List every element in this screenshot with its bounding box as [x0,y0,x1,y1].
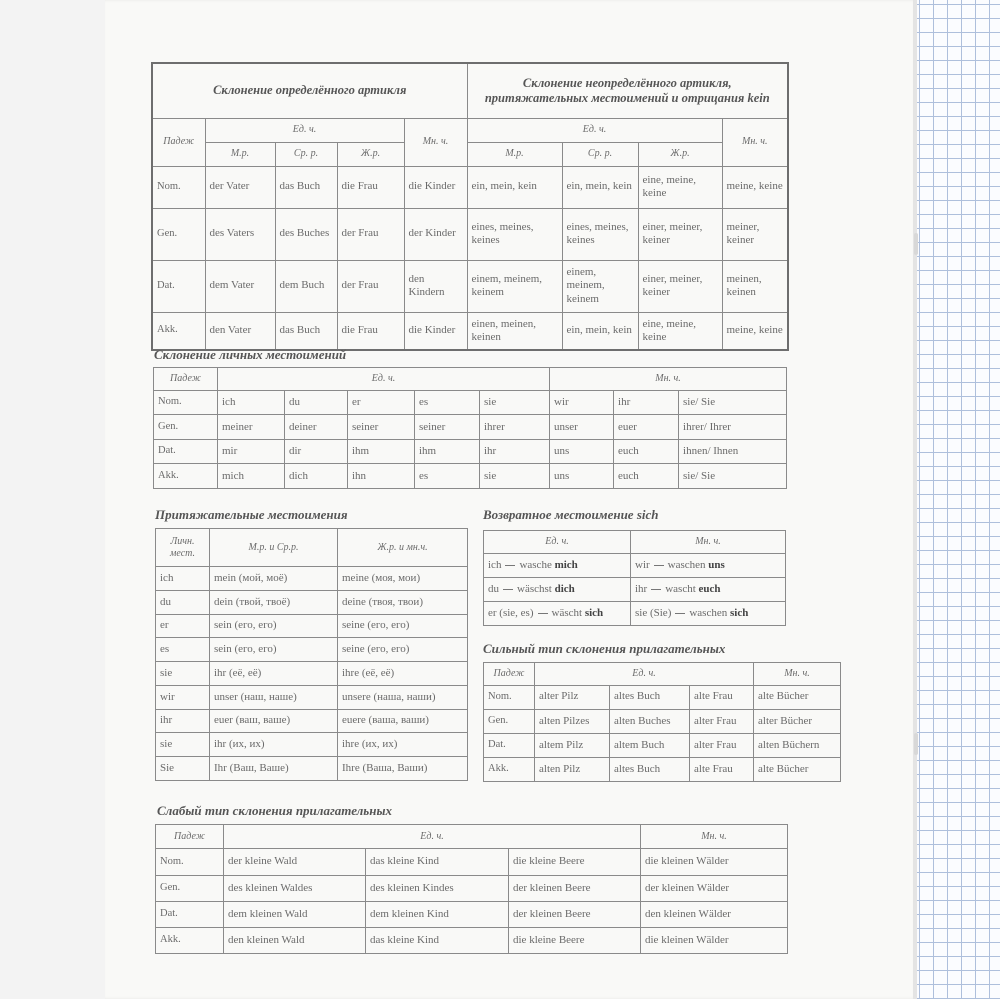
table-cell: ein, mein, kein [562,166,638,208]
table-row [156,638,468,662]
table-cell: mir [218,439,285,464]
table-cell: altes Buch [610,685,690,709]
gender-header: М.р. [467,142,562,166]
possessive-pronouns-table [155,528,468,781]
singular-header: Ед. ч. [205,118,404,142]
table-cell: das Buch [275,312,337,350]
case-header: Падеж [156,825,224,849]
table-cell: du [156,590,210,614]
table-cell: die kleine Beere [509,849,641,875]
case-cell: Dat. [154,439,218,464]
table-cell: ich [218,390,285,415]
table-row [156,901,788,927]
singular-header: Ед. ч. [535,663,754,686]
table-row [154,415,787,440]
indefinite-article-title: Склонение неопределённого артикля, притяжательных местоимений и отрицания kein [467,63,788,118]
grid-paper-edge [917,0,1000,999]
table-cell: den Kindern [404,260,467,312]
table-cell: du [285,390,348,415]
gender-header: Ж.р. [337,142,404,166]
table-row [156,927,788,953]
plural-header: Мн. ч. [641,825,788,849]
table-cell: sie [156,733,210,757]
table-cell: eine, meine, keine [638,312,722,350]
table-cell: sie/ Sie [679,390,787,415]
table-cell: dir [285,439,348,464]
table-cell: der kleinen Beere [509,901,641,927]
table-cell: alten Büchern [754,733,841,757]
table-row [152,312,788,350]
case-cell: Akk. [484,757,535,781]
table-cell: du wäschst dich [484,577,631,601]
table-cell: ein, mein, kein [467,166,562,208]
table-cell: des Buches [275,208,337,260]
table-cell: er [156,614,210,638]
table-cell: alter Bücher [754,709,841,733]
table-cell: altem Pilz [535,733,610,757]
table-cell: alte Bücher [754,757,841,781]
table-cell: der kleine Wald [224,849,366,875]
table-cell: ihr [480,439,550,464]
table-cell: seiner [348,415,415,440]
table-cell: ihn [348,464,415,489]
staple [914,233,918,255]
table-row [154,439,787,464]
table-cell: dem Vater [205,260,275,312]
reflexive-pronoun-table [483,530,786,626]
masc-neut-header: М.р. и Ср.р. [210,529,338,567]
table-cell: die kleinen Wälder [641,849,788,875]
table-cell: einem, meinem, keinem [467,260,562,312]
table-row [156,875,788,901]
table-cell: des Vaters [205,208,275,260]
table-row [484,733,841,757]
table-cell: der Kinder [404,208,467,260]
table-cell: ihr wascht euch [631,577,786,601]
table-cell: der Frau [337,208,404,260]
table-cell: ihrer/ Ihrer [679,415,787,440]
table-cell: die kleinen Wälder [641,927,788,953]
table-cell: der Frau [337,260,404,312]
table-cell: die Kinder [404,312,467,350]
case-cell: Dat. [152,260,205,312]
table-cell: alte Frau [690,757,754,781]
article-declension-table [151,62,789,351]
table-cell: sie [156,662,210,686]
person-header: Личн. мест. [156,529,210,567]
table-cell: wir waschen uns [631,553,786,577]
plural-header: Мн. ч. [404,118,467,166]
table-cell: sie (Sie) waschen sich [631,601,786,625]
singular-header: Ед. ч. [484,531,631,554]
table-cell: dein (твой, твоё) [210,590,338,614]
table-cell: altes Buch [610,757,690,781]
table-cell: euer (ваш, ваше) [210,709,338,733]
table-row [156,662,468,686]
table-cell: es [415,390,480,415]
table-row [154,390,787,415]
table-cell: ihre (их, их) [338,733,468,757]
table-cell: meine (моя, мои) [338,567,468,591]
strong-adjective-title: Сильный тип склонения прилагательных [483,641,726,656]
table-row [484,601,786,625]
table-row [152,208,788,260]
table-cell: meiner [218,415,285,440]
case-cell: Nom. [154,390,218,415]
table-cell: alter Frau [690,733,754,757]
table-cell: sie/ Sie [679,464,787,489]
plural-header: Мн. ч. [550,368,787,391]
table-cell: er [348,390,415,415]
table-cell: altem Buch [610,733,690,757]
table-row [154,464,787,489]
staple [914,733,918,755]
table-cell: meinen, keinen [722,260,788,312]
table-cell: des kleinen Kindes [366,875,509,901]
table-cell: ihm [348,439,415,464]
table-cell: dem kleinen Wald [224,901,366,927]
table-cell: unsere (наша, наши) [338,685,468,709]
table-cell: ihrer [480,415,550,440]
table-cell: sein (его, его) [210,638,338,662]
table-cell: dich [285,464,348,489]
personal-pronouns-title: Склонение личных местоимений [154,347,347,362]
table-row [484,577,786,601]
singular-header: Ед. ч. [224,825,641,849]
table-cell: das kleine Kind [366,927,509,953]
table-cell: einem, meinem, keinem [562,260,638,312]
table-row [156,614,468,638]
case-cell: Gen. [152,208,205,260]
table-cell: ein, mein, kein [562,312,638,350]
background-left [0,0,105,999]
table-cell: ihnen/ Ihnen [679,439,787,464]
case-cell: Gen. [154,415,218,440]
case-cell: Dat. [156,901,224,927]
table-row [152,260,788,312]
reflexive-pronoun-title: Возвратное местоимение sich [483,507,659,522]
table-cell: die Kinder [404,166,467,208]
table-cell: unser (наш, наше) [210,685,338,709]
table-cell: der kleinen Wälder [641,875,788,901]
gender-header: Ср. р. [275,142,337,166]
table-cell: wir [156,685,210,709]
case-cell: Akk. [156,927,224,953]
definite-article-title: Склонение определённого артикля [152,63,467,118]
table-cell: ihm [415,439,480,464]
table-cell: der kleinen Beere [509,875,641,901]
case-cell: Akk. [154,464,218,489]
singular-header: Ед. ч. [467,118,722,142]
table-cell: meine, keine [722,312,788,350]
table-cell: Ihre (Ваша, Ваши) [338,757,468,781]
case-cell: Dat. [484,733,535,757]
table-row [156,757,468,781]
table-row [156,733,468,757]
table-cell: mein (мой, моё) [210,567,338,591]
case-cell: Gen. [484,709,535,733]
plural-header: Мн. ч. [754,663,841,686]
table-cell: alten Pilzes [535,709,610,733]
fem-plural-header: Ж.р. и мн.ч. [338,529,468,567]
table-cell: alten Pilz [535,757,610,781]
table-cell: euere (ваша, ваши) [338,709,468,733]
table-cell: euer [614,415,679,440]
table-row [156,567,468,591]
possessive-pronouns-title: Притяжательные местоимения [155,507,348,522]
table-cell: alten Buches [610,709,690,733]
table-cell: euch [614,439,679,464]
table-cell: dem kleinen Kind [366,901,509,927]
table-cell: seine (его, его) [338,614,468,638]
table-cell: dem Buch [275,260,337,312]
table-cell: sein (его, его) [210,614,338,638]
table-cell: deine (твоя, твои) [338,590,468,614]
gender-header: М.р. [205,142,275,166]
table-cell: ihr [156,709,210,733]
table-cell: ihr (её, её) [210,662,338,686]
table-cell: alte Bücher [754,685,841,709]
table-cell: der Vater [205,166,275,208]
table-cell: es [156,638,210,662]
table-cell: alte Frau [690,685,754,709]
table-cell: meiner, keiner [722,208,788,260]
table-cell: er (sie, es) wäscht sich [484,601,631,625]
table-cell: Ihr (Ваш, Ваше) [210,757,338,781]
table-cell: ich wasche mich [484,553,631,577]
case-cell: Nom. [156,849,224,875]
table-cell: deiner [285,415,348,440]
table-cell: es [415,464,480,489]
table-cell: die Frau [337,166,404,208]
plural-header: Мн. ч. [631,531,786,554]
table-cell: eine, meine, keine [638,166,722,208]
table-cell: ich [156,567,210,591]
table-cell: die kleine Beere [509,927,641,953]
table-cell: alter Frau [690,709,754,733]
table-cell: eines, meines, keines [467,208,562,260]
case-header: Падеж [484,663,535,686]
case-cell: Nom. [484,685,535,709]
case-cell: Gen. [156,875,224,901]
table-cell: meine, keine [722,166,788,208]
personal-pronouns-table [153,367,787,489]
case-cell: Nom. [152,166,205,208]
table-cell: einen, meinen, keinen [467,312,562,350]
plural-header: Мн. ч. [722,118,788,166]
table-cell: die Frau [337,312,404,350]
table-cell: seine (его, его) [338,638,468,662]
table-cell: uns [550,439,614,464]
table-cell: den kleinen Wälder [641,901,788,927]
gender-header: Ж.р. [638,142,722,166]
table-cell: des kleinen Waldes [224,875,366,901]
table-cell: Sie [156,757,210,781]
table-cell: sie [480,390,550,415]
table-cell: ihre (её, её) [338,662,468,686]
table-row [156,590,468,614]
strong-adjective-table [483,662,841,782]
table-cell: sie [480,464,550,489]
table-cell: den Vater [205,312,275,350]
table-cell: unser [550,415,614,440]
table-row [484,757,841,781]
table-cell: einer, meiner, keiner [638,260,722,312]
gender-header: Ср. р. [562,142,638,166]
table-cell: das Buch [275,166,337,208]
table-row [156,849,788,875]
table-cell: ihr (их, их) [210,733,338,757]
table-row [484,709,841,733]
table-cell: seiner [415,415,480,440]
table-row [152,166,788,208]
table-cell: den kleinen Wald [224,927,366,953]
table-cell: alter Pilz [535,685,610,709]
table-cell: einer, meiner, keiner [638,208,722,260]
table-cell: uns [550,464,614,489]
table-row [484,685,841,709]
table-row [484,553,786,577]
table-row [156,685,468,709]
weak-adjective-title: Слабый тип склонения прилагательных [157,803,392,818]
table-cell: wir [550,390,614,415]
table-cell: eines, meines, keines [562,208,638,260]
weak-adjective-table [155,824,788,954]
table-cell: euch [614,464,679,489]
case-header: Падеж [154,368,218,391]
singular-header: Ед. ч. [218,368,550,391]
table-row [156,709,468,733]
case-cell: Akk. [152,312,205,350]
table-cell: ihr [614,390,679,415]
table-cell: das kleine Kind [366,849,509,875]
table-cell: mich [218,464,285,489]
case-header: Падеж [152,118,205,166]
